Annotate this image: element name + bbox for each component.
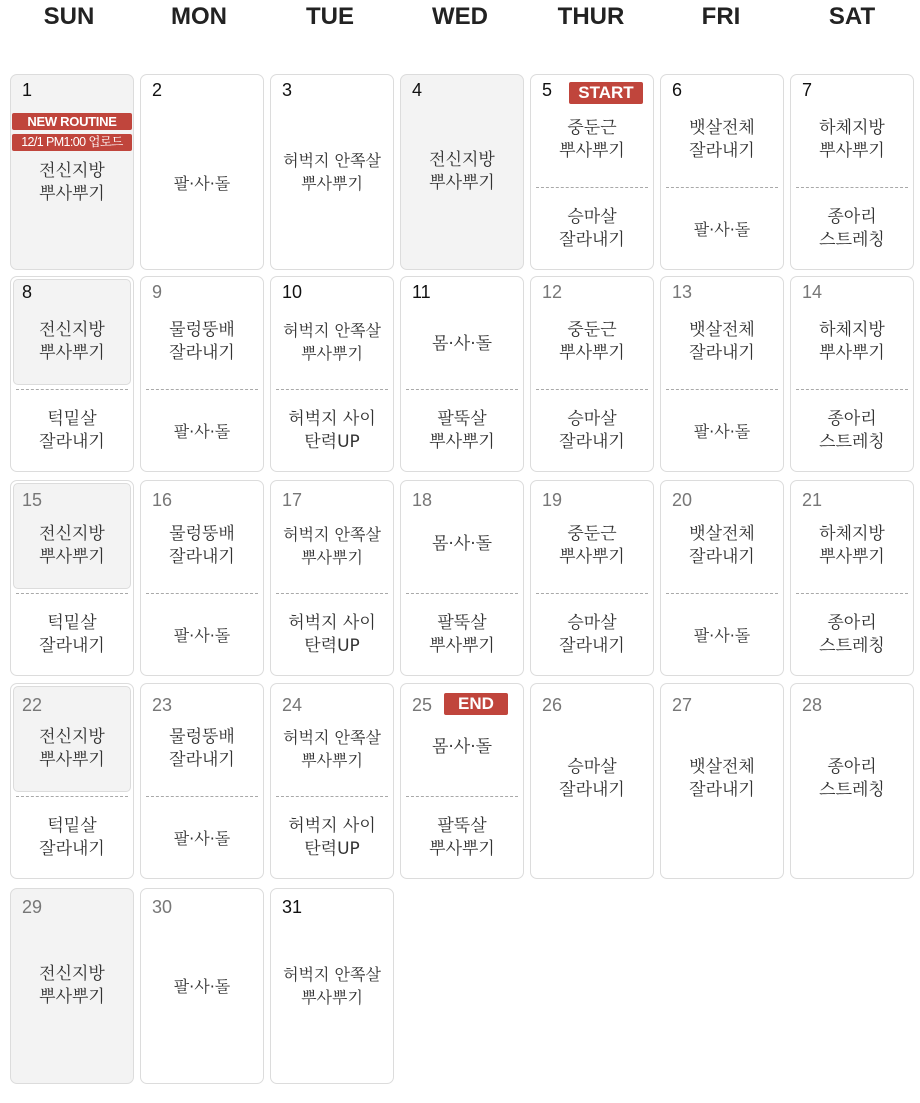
day-number: 13 [672, 282, 693, 302]
activity-label: 팔뚝살 뿌사뿌기 [429, 816, 495, 859]
activity-label: 턱밑살 잘라내기 [39, 816, 105, 859]
activity-label: 턱밑살 잘라내기 [39, 613, 105, 656]
activity-label: 팔뚝살 뿌사뿌기 [429, 613, 495, 656]
day-cell-5[interactable] [530, 74, 654, 270]
day-cell-16[interactable] [140, 480, 264, 676]
activity-label: 중둔근 뿌사뿌기 [559, 320, 625, 363]
day-number: 31 [282, 897, 303, 917]
activity-label: 팔·사·돌 [173, 977, 231, 996]
activity-label: 허벅지 사이 탄력UP [288, 613, 376, 656]
activity-label: 몸·사·돌 [431, 534, 493, 554]
day-cell-20[interactable] [660, 480, 784, 676]
divider [276, 389, 388, 390]
activity-label: 허벅지 안쪽살 뿌사뿌기 [283, 151, 381, 193]
start-badge: START [569, 82, 643, 104]
day-cell-14[interactable] [790, 276, 914, 472]
activity-label: 팔뚝살 뿌사뿌기 [429, 409, 495, 452]
day-cell-7[interactable] [790, 74, 914, 270]
day-cell-21[interactable] [790, 480, 914, 676]
day-cell-13[interactable] [660, 276, 784, 472]
day-number: 21 [802, 490, 823, 510]
activity-label: 종아리 스트레칭 [819, 757, 885, 800]
activity-label: 물렁뚱배 잘라내기 [169, 320, 235, 363]
divider [276, 796, 388, 797]
activity-label: 허벅지 사이 탄력UP [288, 816, 376, 859]
day-number: 22 [22, 695, 43, 715]
weekday-sun: SUN [43, 3, 95, 30]
day-number: 8 [22, 282, 33, 302]
day-cell-26[interactable] [530, 683, 654, 879]
activity-label: 승마살 잘라내기 [559, 757, 625, 800]
activity-label: 팔·사·돌 [173, 626, 231, 645]
day-number: 23 [152, 695, 173, 715]
divider [536, 593, 648, 594]
day-number: 5 [542, 80, 553, 100]
day-number: 28 [802, 695, 823, 715]
activity-label: 팔·사·돌 [693, 626, 751, 645]
day-cell-11[interactable] [400, 276, 524, 472]
end-badge: END [444, 693, 508, 715]
day-cell-19[interactable] [530, 480, 654, 676]
activity-label: 하체지방 뿌사뿌기 [819, 118, 885, 161]
day-number: 9 [152, 282, 163, 302]
activity-label: 팔·사·돌 [173, 422, 231, 441]
day-cell-31[interactable] [270, 888, 394, 1084]
activity-label: 승마살 잘라내기 [559, 613, 625, 656]
day-number: 27 [672, 695, 693, 715]
day-number: 15 [22, 490, 43, 510]
activity-label: 턱밑살 잘라내기 [39, 409, 105, 452]
day-cell-28[interactable] [790, 683, 914, 879]
day-number: 25 [412, 695, 433, 715]
day-cell-1[interactable] [10, 74, 134, 270]
new-routine-badge: NEW ROUTINE [12, 113, 132, 130]
activity-label: 몸·사·돌 [431, 334, 493, 354]
divider [666, 389, 778, 390]
activity-label: 허벅지 안쪽살 뿌사뿌기 [283, 525, 381, 567]
day-number: 19 [542, 490, 563, 510]
divider [146, 593, 258, 594]
divider [666, 593, 778, 594]
day-number: 24 [282, 695, 303, 715]
day-cell-17[interactable] [270, 480, 394, 676]
day-cell-15[interactable] [10, 480, 134, 676]
divider [146, 796, 258, 797]
activity-label: 물렁뚱배 잘라내기 [169, 727, 235, 770]
day-cell-29[interactable] [10, 888, 134, 1084]
day-cell-24[interactable] [270, 683, 394, 879]
activity-label: 종아리 스트레칭 [819, 409, 885, 452]
activity-label: 팔·사·돌 [693, 220, 751, 239]
day-number: 11 [412, 282, 431, 302]
activity-label: 팔·사·돌 [173, 829, 231, 848]
day-cell-30[interactable] [140, 888, 264, 1084]
day-cell-12[interactable] [530, 276, 654, 472]
activity-label: 허벅지 안쪽살 뿌사뿌기 [283, 728, 381, 770]
activity-label: 뱃살전체 잘라내기 [689, 320, 755, 363]
day-cell-3[interactable] [270, 74, 394, 270]
divider [796, 389, 908, 390]
activity-label: 승마살 잘라내기 [559, 409, 625, 452]
activity-label: 허벅지 사이 탄력UP [288, 409, 376, 452]
weekday-thur: THUR [557, 3, 625, 30]
day-cell-8[interactable] [10, 276, 134, 472]
weekday-tue: TUE [306, 3, 354, 30]
activity-label: 전신지방 뿌사뿌기 [39, 964, 105, 1007]
activity-label: 중둔근 뿌사뿌기 [559, 524, 625, 567]
day-number: 18 [412, 490, 433, 510]
activity-label: 전신지방 뿌사뿌기 [429, 150, 495, 193]
day-cell-22[interactable] [10, 683, 134, 879]
weekday-fri: FRI [701, 3, 741, 30]
divider [16, 796, 128, 797]
day-cell-18[interactable] [400, 480, 524, 676]
activity-label: 승마살 잘라내기 [559, 207, 625, 250]
divider [276, 593, 388, 594]
activity-label: 물렁뚱배 잘라내기 [169, 524, 235, 567]
upload-date-badge: 12/1 PM1:00 업로드 [12, 134, 132, 151]
divider [406, 593, 518, 594]
day-cell-25[interactable] [400, 683, 524, 879]
activity-label: 전신지방 뿌사뿌기 [39, 524, 105, 567]
day-cell-23[interactable] [140, 683, 264, 879]
weekday-mon: MON [171, 3, 227, 30]
activity-label: 종아리 스트레칭 [819, 613, 885, 656]
day-number: 4 [412, 80, 423, 100]
day-cell-6[interactable] [660, 74, 784, 270]
day-number: 26 [542, 695, 563, 715]
activity-label: 전신지방 뿌사뿌기 [39, 161, 105, 204]
activity-label: 하체지방 뿌사뿌기 [819, 320, 885, 363]
divider [406, 389, 518, 390]
activity-label: 몸·사·돌 [431, 737, 493, 757]
day-cell-9[interactable] [140, 276, 264, 472]
activity-label: 전신지방 뿌사뿌기 [39, 727, 105, 770]
day-number: 30 [152, 897, 173, 917]
activity-label: 종아리 스트레칭 [819, 207, 885, 250]
day-number: 1 [22, 80, 33, 100]
day-number: 10 [282, 282, 303, 302]
activity-label: 중둔근 뿌사뿌기 [559, 118, 625, 161]
day-number: 6 [672, 80, 683, 100]
divider [796, 593, 908, 594]
divider [146, 389, 258, 390]
day-number: 16 [152, 490, 173, 510]
activity-label: 하체지방 뿌사뿌기 [819, 524, 885, 567]
activity-label: 전신지방 뿌사뿌기 [39, 320, 105, 363]
divider [16, 389, 128, 390]
day-cell-4[interactable] [400, 74, 524, 270]
day-number: 20 [672, 490, 693, 510]
activity-label: 뱃살전체 잘라내기 [689, 757, 755, 800]
activity-label: 뱃살전체 잘라내기 [689, 524, 755, 567]
day-cell-10[interactable] [270, 276, 394, 472]
activity-label: 팔·사·돌 [693, 422, 751, 441]
divider [536, 187, 648, 188]
activity-label: 팔·사·돌 [173, 174, 231, 193]
day-number: 17 [282, 490, 303, 510]
activity-label: 뱃살전체 잘라내기 [689, 118, 755, 161]
divider [796, 187, 908, 188]
day-number: 29 [22, 897, 43, 917]
day-number: 3 [282, 80, 293, 100]
day-number: 2 [152, 80, 163, 100]
divider [16, 593, 128, 594]
weekday-sat: SAT [828, 3, 876, 30]
day-number: 14 [802, 282, 823, 302]
divider [666, 187, 778, 188]
divider [536, 389, 648, 390]
activity-label: 허벅지 안쪽살 뿌사뿌기 [283, 321, 381, 363]
divider [406, 796, 518, 797]
activity-label: 허벅지 안쪽살 뿌사뿌기 [283, 965, 381, 1007]
day-number: 12 [542, 282, 563, 302]
day-cell-27[interactable] [660, 683, 784, 879]
weekday-wed: WED [432, 3, 488, 30]
day-cell-2[interactable] [140, 74, 264, 270]
day-number: 7 [802, 80, 813, 100]
